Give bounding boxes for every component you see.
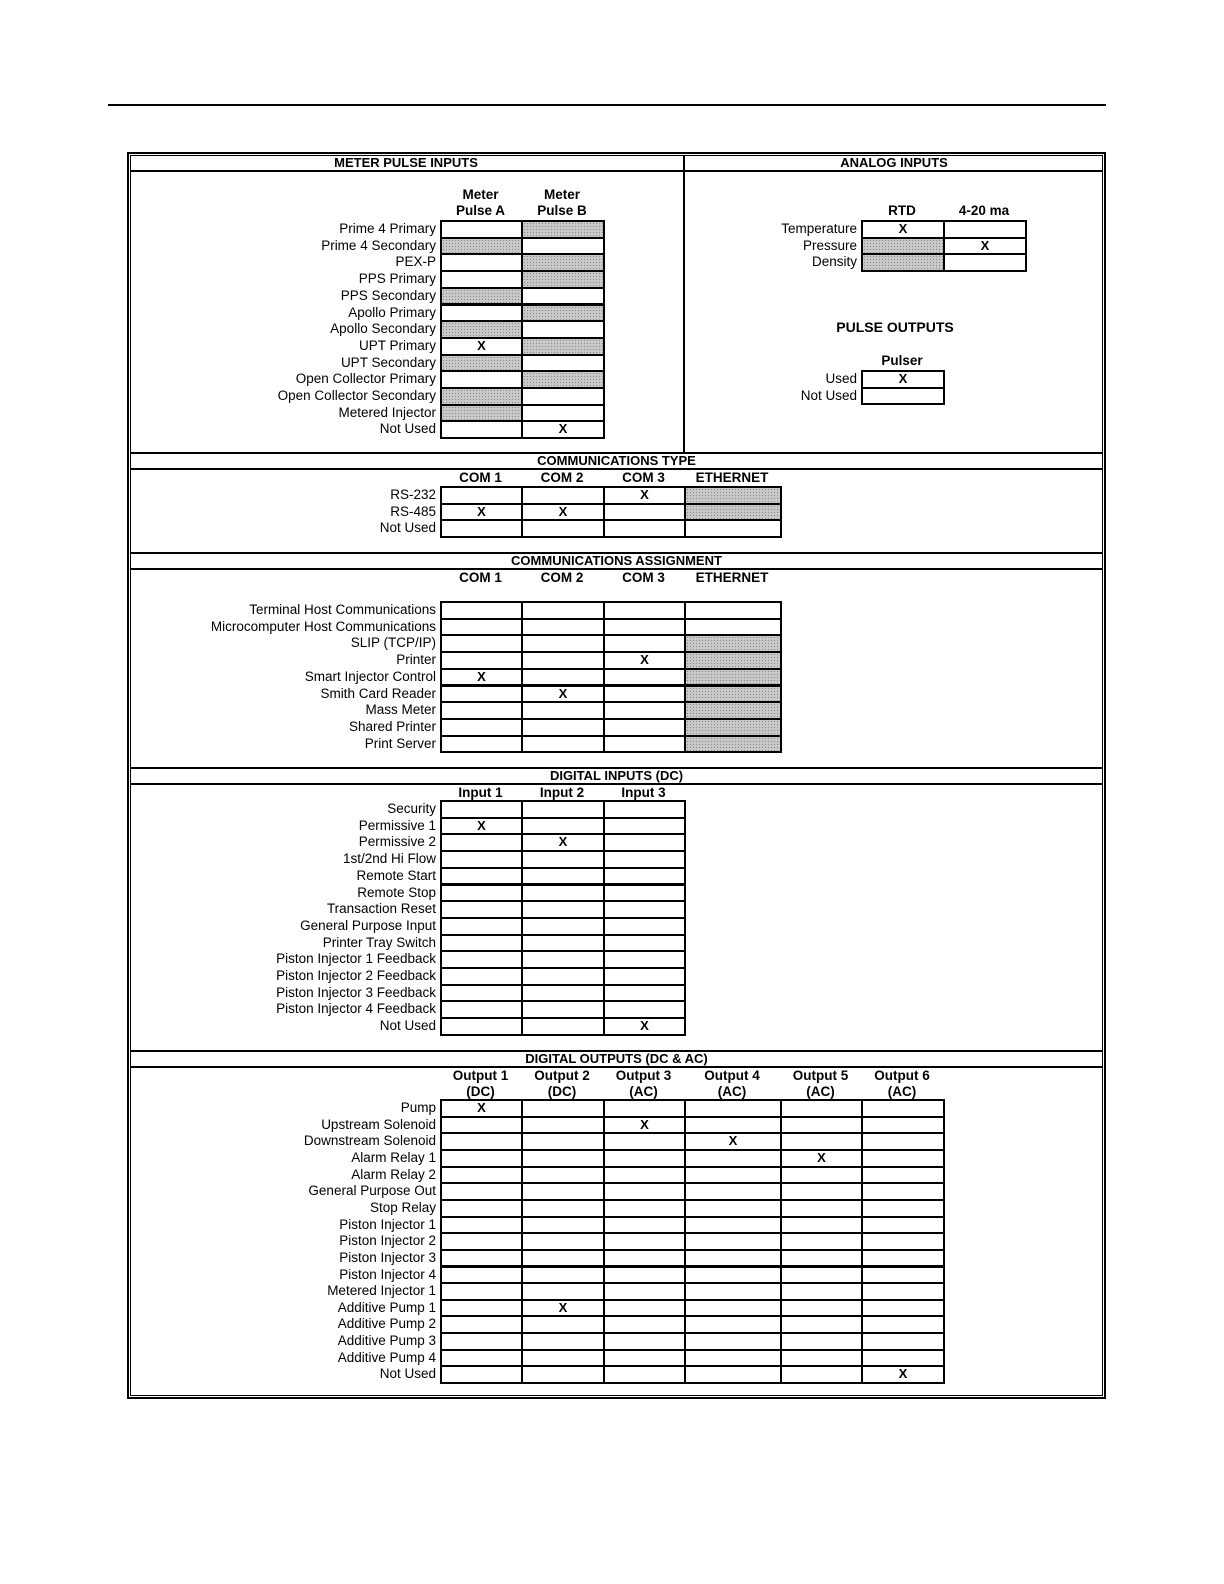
checkbox-cell[interactable]: [684, 519, 782, 538]
row-label: Security: [387, 801, 436, 816]
row-label: General Purpose Input: [300, 917, 436, 933]
column-header: Meter Pulse A: [455, 187, 506, 218]
checkbox-cell[interactable]: [943, 253, 1027, 272]
row-label: SLIP (TCP/IP): [350, 635, 436, 651]
row-label: Used: [825, 371, 857, 386]
column-header: RTD: [888, 203, 916, 218]
row-label: RS-232: [390, 487, 436, 502]
row-label: Open Collector Primary: [295, 371, 436, 387]
checkbox-cell[interactable]: [861, 253, 945, 272]
row-label: Metered Injector: [338, 404, 436, 420]
divider: [130, 170, 1103, 172]
checkbox-cell[interactable]: [440, 519, 523, 538]
row-label: Microcomputer Host Communications: [210, 618, 436, 634]
page-top-rule: [108, 104, 1106, 106]
checkbox-cell[interactable]: X: [684, 1132, 782, 1151]
checkbox-cell[interactable]: X: [603, 1017, 686, 1036]
section-title-analog-inputs: ANALOG INPUTS: [840, 155, 948, 170]
checkbox-cell[interactable]: [521, 1365, 605, 1384]
divider: [683, 155, 685, 453]
column-header: COM 1: [459, 570, 502, 585]
row-label: Piston Injector 2: [339, 1233, 436, 1249]
row-label: Apollo Primary: [348, 304, 436, 320]
checkbox-cell[interactable]: X: [943, 237, 1027, 256]
row-label: Remote Start: [356, 867, 436, 883]
row-label: Alarm Relay 1: [351, 1149, 436, 1165]
column-header: Pulser: [881, 353, 923, 368]
column-header: Input 2: [539, 785, 585, 800]
row-label: Apollo Secondary: [330, 321, 436, 337]
row-label: Smith Card Reader: [320, 685, 436, 701]
column-header: COM 3: [622, 570, 665, 585]
row-label: Print Server: [364, 735, 436, 751]
row-label: Piston Injector 4: [339, 1266, 436, 1282]
row-label: Permissive 2: [358, 834, 436, 850]
row-label: PEX-P: [395, 254, 436, 270]
row-label: Stop Relay: [369, 1199, 436, 1215]
row-label: Density: [811, 254, 857, 270]
row-label: Pressure: [802, 237, 857, 253]
row-label: Mass Meter: [365, 702, 436, 718]
column-header: Output 2 (DC): [534, 1068, 590, 1099]
row-label: Open Collector Secondary: [277, 388, 436, 403]
column-header: Output 4 (AC): [704, 1068, 760, 1099]
column-header: Output 6 (AC): [874, 1068, 930, 1099]
row-label: Not Used: [379, 520, 436, 536]
checkbox-cell[interactable]: [684, 1365, 782, 1384]
column-header: 4-20 ma: [958, 203, 1010, 218]
row-label: Printer Tray Switch: [322, 934, 436, 950]
checkbox-cell[interactable]: X: [440, 503, 523, 522]
column-header: COM 1: [459, 470, 502, 485]
column-header: Output 3 (AC): [615, 1068, 672, 1099]
checkbox-cell[interactable]: [440, 1365, 523, 1384]
checkbox-cell[interactable]: X: [521, 503, 605, 522]
checkbox-cell[interactable]: X: [440, 1099, 523, 1118]
checkbox-cell[interactable]: [440, 1017, 523, 1036]
checkbox-cell[interactable]: X: [603, 1116, 686, 1135]
section-title-communications-assignment: COMMUNICATIONS ASSIGNMENT: [511, 553, 722, 568]
row-label: PPS Secondary: [340, 287, 436, 303]
checkbox-cell[interactable]: X: [521, 685, 605, 704]
checkbox-cell[interactable]: X: [861, 1365, 945, 1384]
row-label: Transaction Reset: [326, 901, 436, 917]
checkbox-cell[interactable]: [684, 735, 782, 754]
checkbox-cell[interactable]: X: [603, 486, 686, 505]
checkbox-cell[interactable]: X: [861, 370, 945, 389]
row-label: Shared Printer: [348, 718, 436, 734]
row-label: Additive Pump 4: [337, 1349, 436, 1365]
checkbox-cell[interactable]: [521, 1017, 605, 1036]
row-label: Additive Pump 3: [337, 1333, 436, 1349]
row-label: Printer: [396, 652, 436, 668]
checkbox-cell[interactable]: [603, 519, 686, 538]
row-label: Piston Injector 2 Feedback: [276, 968, 436, 983]
row-label: Prime 4 Primary: [339, 221, 436, 236]
row-label: Piston Injector 1 Feedback: [276, 951, 436, 967]
column-header: Output 5 (AC): [792, 1068, 849, 1099]
row-label: Downstream Solenoid: [303, 1133, 436, 1149]
checkbox-cell[interactable]: X: [780, 1149, 863, 1168]
column-header: Input 3: [621, 785, 666, 800]
row-label: Not Used: [379, 421, 436, 437]
row-label: Permissive 1: [358, 817, 436, 833]
column-header: COM 2: [540, 570, 584, 585]
row-label: Upstream Solenoid: [321, 1116, 436, 1132]
row-label: Not Used: [800, 387, 857, 403]
row-label: Temperature: [781, 221, 857, 236]
checkbox-cell[interactable]: X: [603, 651, 686, 670]
column-header: COM 3: [622, 470, 665, 485]
row-label: Not Used: [379, 1018, 436, 1034]
checkbox-cell[interactable]: [440, 735, 523, 754]
row-label: 1st/2nd Hi Flow: [342, 851, 436, 867]
column-header: Output 1 (DC): [452, 1068, 509, 1099]
checkbox-cell[interactable]: [521, 735, 605, 754]
row-label: Remote Stop: [357, 884, 436, 900]
column-header: COM 2: [540, 470, 584, 485]
section-title-digital-outputs: DIGITAL OUTPUTS (DC & AC): [525, 1051, 708, 1066]
row-label: PPS Primary: [358, 271, 436, 287]
row-label: Smart Injector Control: [304, 668, 436, 684]
checkbox-cell[interactable]: X: [440, 337, 523, 356]
checkbox-cell[interactable]: [780, 1365, 863, 1384]
row-label: General Purpose Out: [308, 1183, 436, 1199]
row-label: Prime 4 Secondary: [321, 237, 436, 253]
column-header: Input 1: [458, 785, 503, 800]
section-title-communications-type: COMMUNICATIONS TYPE: [537, 453, 696, 468]
row-label: Terminal Host Communications: [249, 602, 436, 617]
row-label: Piston Injector 1: [339, 1216, 436, 1232]
row-label: UPT Primary: [358, 337, 436, 353]
row-label: Metered Injector 1: [327, 1283, 436, 1299]
checkbox-cell[interactable]: [603, 735, 686, 754]
row-label: Additive Pump 2: [337, 1316, 436, 1332]
column-header: ETHERNET: [695, 470, 769, 485]
column-header: ETHERNET: [695, 570, 769, 585]
row-label: Not Used: [379, 1366, 436, 1382]
row-label: Piston Injector 3 Feedback: [276, 984, 436, 1000]
checkbox-cell[interactable]: [603, 1365, 686, 1384]
checkbox-cell[interactable]: X: [440, 668, 523, 687]
row-label: UPT Secondary: [340, 354, 436, 370]
section-title-pulse-outputs: PULSE OUTPUTS: [836, 319, 954, 335]
checkbox-cell[interactable]: [521, 519, 605, 538]
row-label: Piston Injector 4 Feedback: [276, 1001, 436, 1017]
row-label: Pump: [400, 1100, 436, 1115]
section-title-digital-inputs: DIGITAL INPUTS (DC): [549, 768, 684, 783]
checkbox-cell[interactable]: X: [521, 420, 605, 439]
row-label: Additive Pump 1: [337, 1299, 436, 1315]
checkbox-cell[interactable]: [440, 420, 523, 439]
row-label: RS-485: [390, 503, 436, 519]
checkbox-cell[interactable]: [861, 387, 945, 406]
checkbox-cell[interactable]: X: [521, 1299, 605, 1318]
row-label: Alarm Relay 2: [351, 1166, 436, 1182]
checkbox-cell[interactable]: X: [521, 833, 605, 852]
column-header: Meter Pulse B: [537, 187, 587, 218]
checkbox-cell[interactable]: X: [440, 817, 523, 836]
checkbox-cell[interactable]: X: [861, 220, 945, 239]
section-title-meter-pulse-inputs: METER PULSE INPUTS: [334, 155, 478, 170]
row-label: Piston Injector 3: [339, 1249, 436, 1265]
